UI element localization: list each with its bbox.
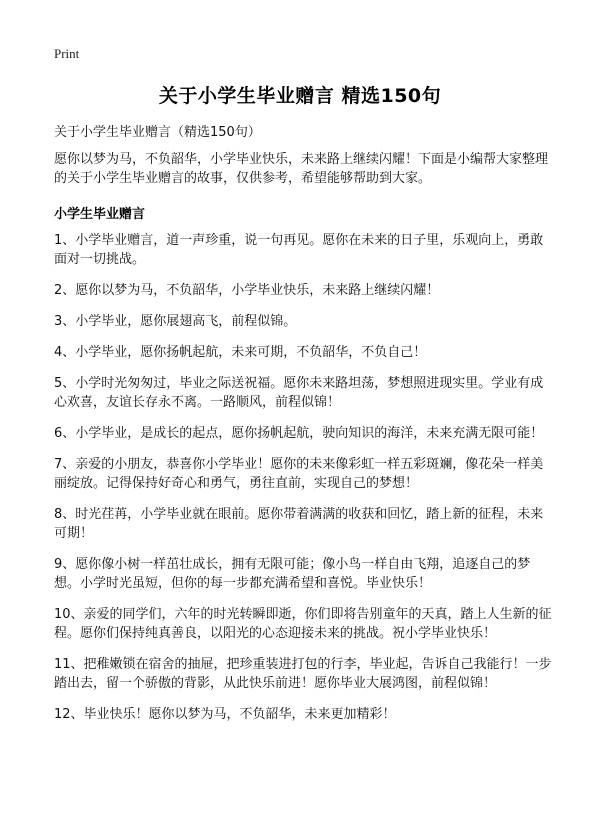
list-item: 9、愿你像小树一样茁壮成长，拥有无限可能；像小鸟一样自由飞翔，追逐自己的梦想。小学时光虽短，但你的每一步都充满希望和喜悦。毕业快乐！ — [54, 557, 531, 591]
list-item: 6、小学毕业，是成长的起点，愿你扬帆起航，驶向知识的海洋，未来充满无限可能！ — [54, 426, 544, 441]
list-item: 1、小学毕业赠言，道一声珍重，说一句再见。愿你在未来的日子里，乐观向上，勇敢面对一切挑战。 — [54, 233, 544, 267]
list-item: 2、愿你以梦为马，不负韶华，小学毕业快乐，未来路上继续闪耀！ — [54, 283, 440, 298]
page-title: 关于小学生毕业赠言 精选150句 — [158, 85, 442, 107]
intro-paragraph: 愿你以梦为马，不负韶华，小学毕业快乐，未来路上继续闪耀！下面是小编帮大家整理的关于小学生毕业赠言的故事，仅供参考，希望能够帮助到大家。 — [54, 152, 549, 186]
list-item: 4、小学毕业，愿你扬帆起航，未来可期，不负韶华，不负自己！ — [54, 345, 427, 360]
list-item: 12、毕业快乐！愿你以梦为马，不负韶华，未来更加精彩！ — [54, 707, 396, 722]
print-label: Print — [54, 46, 80, 61]
message-list — [54, 231, 554, 736]
section-heading: 小学生毕业赠言 — [54, 207, 146, 222]
list-item: 8、时光荏苒，小学毕业就在眼前。愿你带着满满的收获和回忆，踏上新的征程，未来可期！ — [54, 507, 544, 541]
list-item: 10、亲爱的同学们，六年的时光转瞬即逝，你们即将告别童年的天真，踏上人生新的征程。愿你们保持纯真善良，以阳光的心态迎接未来的挑战。祝小学毕业快乐！ — [54, 607, 552, 641]
page-subtitle: 关于小学生毕业赠言（精选150句） — [54, 125, 261, 140]
list-item: 3、小学毕业，愿你展翅高飞，前程似锦。 — [54, 314, 297, 329]
list-item: 11、把稚嫩锁在宿舍的抽屉，把珍重装进打包的行李，毕业起，告诉自己我能行！一步踏出去，留一个骄傲的背影，从此快乐前进！愿你毕业大展鸿图，前程似锦！ — [54, 657, 552, 691]
list-item: 7、亲爱的小朋友，恭喜你小学毕业！愿你的未来像彩虹一样五彩斑斓，像花朵一样美丽绽放。记得保持好奇心和勇气，勇往直前，实现自己的梦想！ — [54, 457, 544, 491]
list-item: 5、小学时光匆匆过，毕业之际送祝福。愿你未来路坦荡，梦想照进现实里。学业有成心欢喜，友谊长存永不离。一路顺风，前程似锦！ — [54, 376, 544, 410]
